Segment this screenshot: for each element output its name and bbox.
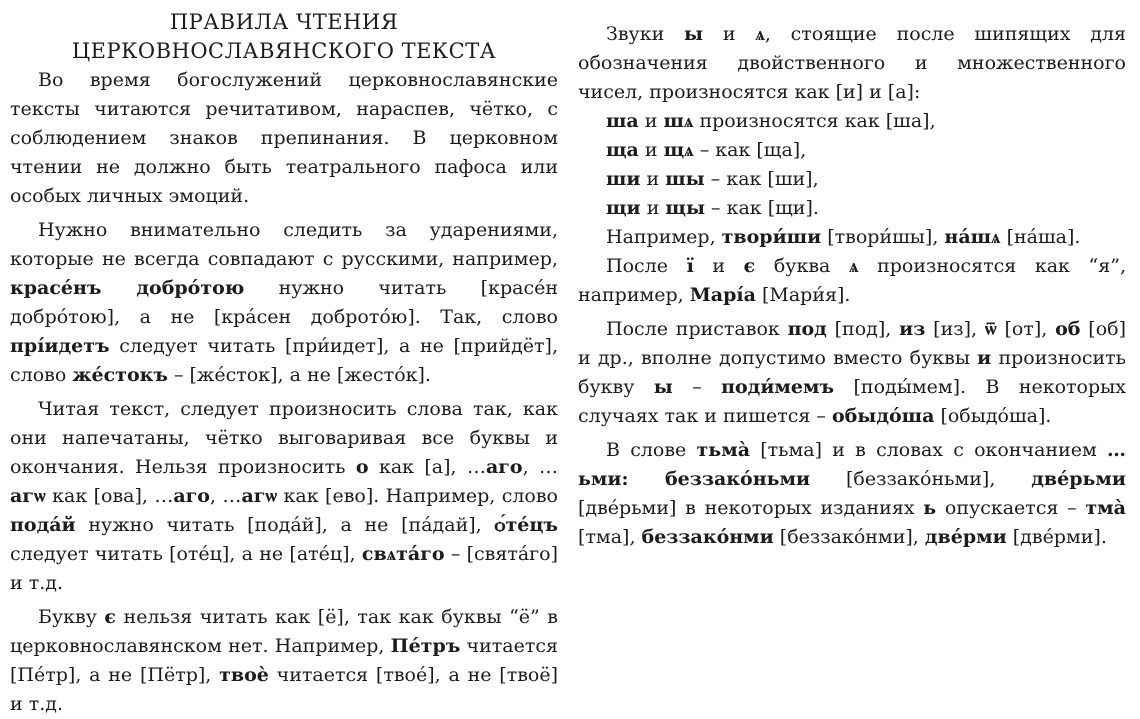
example-line	[578, 223, 1126, 252]
cs-word: об	[1055, 318, 1081, 340]
cs-word: тьма̀	[696, 439, 751, 461]
text: опускается –	[936, 497, 1086, 519]
text: Нужно внимательно следить за ударениями, которые не всегда совпадают с русскими, например,	[10, 219, 558, 270]
text: [две́рми].	[1006, 526, 1107, 548]
rule-line	[578, 136, 1126, 165]
cs-word: агѡ	[241, 485, 278, 507]
text: [поды́мем]. В некоторых случаях так и пишется –	[578, 376, 1126, 427]
cs-word: две́рми	[924, 526, 1007, 548]
text: Букву	[38, 606, 105, 628]
cs-word: ща	[606, 139, 639, 161]
text: В слове	[606, 439, 697, 461]
text: [на́ша].	[1000, 226, 1081, 248]
text: , …	[522, 456, 558, 478]
text: После приставок	[606, 318, 788, 340]
text: – как [ща],	[693, 139, 807, 161]
cs-word: ша	[606, 110, 639, 132]
text: –	[672, 376, 722, 398]
text: нужно читать [пода́й], а не [па́дай],	[75, 514, 495, 536]
text: [тма],	[578, 526, 642, 548]
cs-word: ы	[653, 376, 673, 398]
text: [под],	[826, 318, 900, 340]
text: [об] и др., вполне допустимо вместо буквы	[578, 318, 1126, 369]
text: , стоящие после шипящих для обозначения двойственного и множественного чисел, произносятся как [и] и [а]:	[578, 23, 1126, 103]
text: и	[640, 197, 666, 219]
cs-word: ѿ	[984, 318, 997, 340]
text: [две́рьми] в некоторых изданиях	[578, 497, 924, 519]
right-paragraph-1	[578, 20, 1126, 107]
text: нужно читать [красе́н добро́тою], а не [кра́сен доброто́ю]. Так, слово	[10, 277, 558, 328]
cs-word: є	[743, 255, 756, 277]
text: – [свята́го] и т.д.	[10, 543, 558, 594]
text: [из],	[925, 318, 985, 340]
text: как [ево]. Например, слово	[277, 485, 558, 507]
text: [беззако́ньми],	[810, 468, 1032, 490]
text: как [ова], …	[45, 485, 174, 507]
left-paragraph-2	[10, 216, 558, 390]
cs-word: тма̀	[1085, 497, 1126, 519]
text: Звуки	[606, 23, 685, 45]
text: и	[638, 110, 664, 132]
right-column	[578, 20, 1126, 552]
text: произносить букву	[578, 347, 1126, 398]
text: [тьма] и в словах с окончанием	[750, 439, 1107, 461]
cs-word: о	[355, 456, 369, 478]
right-paragraph-3	[578, 315, 1126, 431]
cs-word: прі́идетъ	[10, 335, 110, 357]
cs-word: ѻ́те́цъ	[494, 514, 558, 536]
cs-word: беззако́нми	[641, 526, 774, 548]
left-paragraph-3	[10, 395, 558, 598]
cs-word: шы	[665, 168, 705, 190]
title-line-1: ПРАВИЛА ЧТЕНИЯ	[169, 10, 399, 34]
cs-word: поди́мемъ	[721, 376, 835, 398]
cs-word: щи	[606, 197, 641, 219]
cs-word: красе́нъ добро́тою	[10, 277, 245, 299]
cs-word: же́стокъ	[72, 364, 168, 386]
cs-word: пода́й	[10, 514, 76, 536]
text: [от],	[996, 318, 1056, 340]
text: читается [Пе́тр], а не [Пётр],	[10, 635, 558, 686]
cs-word: под	[787, 318, 827, 340]
cs-word: шѧ	[663, 110, 694, 132]
rule-line	[578, 194, 1126, 223]
cs-word: щы	[665, 197, 706, 219]
text: следует читать [при́идет], а не [прийдёт], слово	[10, 335, 558, 386]
text: буква	[755, 255, 849, 277]
cs-word: ь	[923, 497, 937, 519]
cs-word: ѧ	[848, 255, 859, 277]
cs-word: на́шѧ	[944, 226, 1001, 248]
page-title	[10, 8, 558, 66]
cs-word: обыдо́ша	[831, 405, 935, 427]
cs-word: и	[977, 347, 992, 369]
text: Читая текст, следует произносить слова так, как они напечатаны, чётко выговаривая все буквы и окончания. Нельзя произносить	[10, 398, 558, 478]
cs-word: твоѐ	[219, 664, 269, 686]
cs-word: ы	[684, 23, 704, 45]
text: – как [щи].	[705, 197, 819, 219]
text: произносятся как “я”, например,	[578, 255, 1126, 306]
cs-word: свѧта́го	[361, 543, 445, 565]
right-paragraph-2	[578, 252, 1126, 310]
text: [твори́шы],	[821, 226, 945, 248]
cs-word: твори́ши	[721, 226, 822, 248]
cs-word: две́рьми	[1031, 468, 1126, 490]
cs-word: …ьми: беззако́ньми	[578, 439, 1126, 490]
rule-line	[578, 107, 1126, 136]
cs-word: аго	[485, 456, 523, 478]
text: – [же́сток], а не [жесто́к].	[167, 364, 431, 386]
cs-word: Марі́а	[689, 284, 756, 306]
cs-word: є	[104, 606, 116, 628]
rules-list	[578, 107, 1126, 252]
cs-word: из	[899, 318, 926, 340]
text: и	[640, 168, 666, 190]
cs-word: ши	[606, 168, 641, 190]
text: произносятся как [ша],	[693, 110, 936, 132]
text: нельзя читать как [ё], так как буквы “ё” в церковнославянском нет. Например,	[10, 606, 558, 657]
text: как [а], …	[368, 456, 486, 478]
text: – как [ши],	[704, 168, 819, 190]
text: , …	[209, 485, 242, 507]
text: Например,	[606, 226, 722, 248]
text: После	[606, 255, 687, 277]
cs-word: ѧ	[755, 23, 765, 45]
left-paragraph-4	[10, 603, 558, 719]
left-column	[10, 0, 558, 719]
left-paragraph-1: Во время богослужений церковнославянские тексты читаются речитативом, нараспев, чётко, с соблюдением знаков препинания. В церковном чтении не должно быть театрального пафоса или особых личных эмоций.	[10, 69, 558, 207]
rule-line	[578, 165, 1126, 194]
cs-word: ї	[686, 255, 694, 277]
cs-word: аго	[173, 485, 210, 507]
text: следует читать [оте́ц], а не [ате́ц],	[10, 543, 362, 565]
right-paragraph-4	[578, 436, 1126, 552]
text: читается [твое́], а не [твоё] и т.д.	[10, 664, 558, 715]
text: [беззако́нми],	[773, 526, 925, 548]
title-line-2: ЦЕРКОВНОСЛАВЯНСКОГО ТЕКСТА	[71, 39, 497, 63]
cs-word: щѧ	[663, 139, 694, 161]
text: [Мари́я].	[755, 284, 851, 306]
cs-word: агѡ	[10, 485, 46, 507]
text: и	[638, 139, 664, 161]
text: [обыдо́ша].	[934, 405, 1052, 427]
text: и	[693, 255, 744, 277]
text: и	[703, 23, 756, 45]
cs-word: Пе́тръ	[390, 635, 461, 657]
